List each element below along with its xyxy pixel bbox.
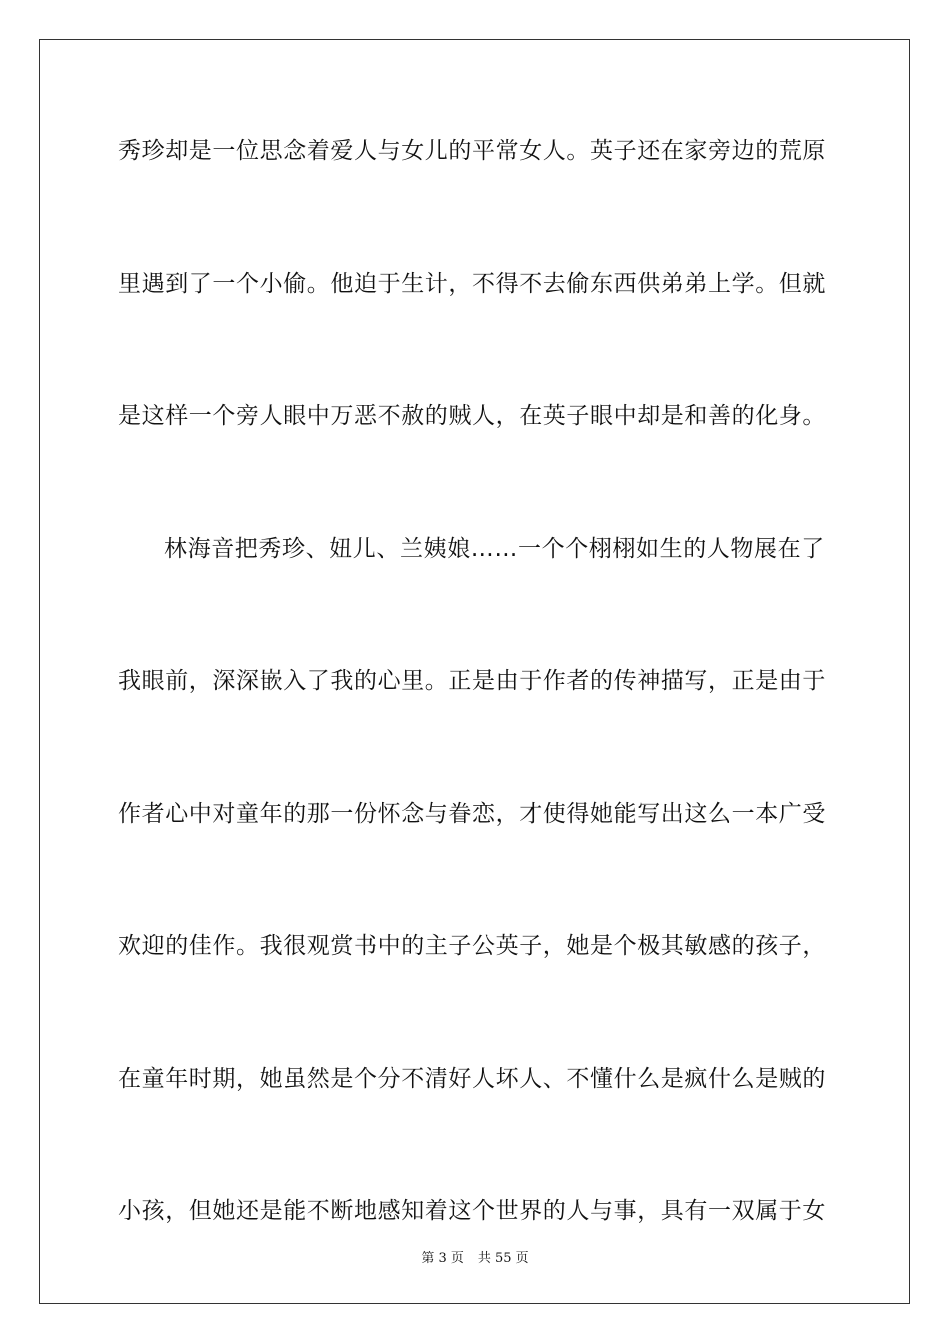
- page-number: 第 3 页: [421, 1251, 464, 1266]
- text-line-2: 里遇到了一个小偷。他迫于生计，不得不去偷东西供弟弟上学。但就: [118, 270, 826, 297]
- body-text: [118, 131, 832, 1324]
- text-line-8: 在童年时期，她虽然是个分不清好人坏人、不懂什么是疯什么是贼的: [118, 1065, 826, 1092]
- total-pages: 共 55 页: [477, 1251, 529, 1266]
- page-footer: [0, 1247, 950, 1266]
- text-line-9: 小孩，但她还是能不断地感知着这个世界的人与事，具有一双属于女: [118, 1198, 826, 1224]
- text-line-5: 我眼前，深深嵌入了我的心里。正是由于作者的传神描写，正是由于: [118, 668, 826, 694]
- text-line-3: 是这样一个旁人眼中万恶不赦的贼人，在英子眼中却是和善的化身。: [118, 403, 826, 429]
- text-line-4: 林海音把秀珍、妞儿、兰姨娘……一个个栩栩如生的人物展在了: [164, 535, 825, 562]
- text-line-6: 作者心中对童年的那一份怀念与眷恋，才使得她能写出这么一本广受: [118, 800, 826, 827]
- text-line-7: 欢迎的佳作。我很观赏书中的主子公英子，她是个极其敏感的孩子，: [118, 933, 826, 959]
- text-line-1: 秀珍却是一位思念着爱人与女儿的平常女人。英子还在家旁边的荒原: [118, 138, 826, 164]
